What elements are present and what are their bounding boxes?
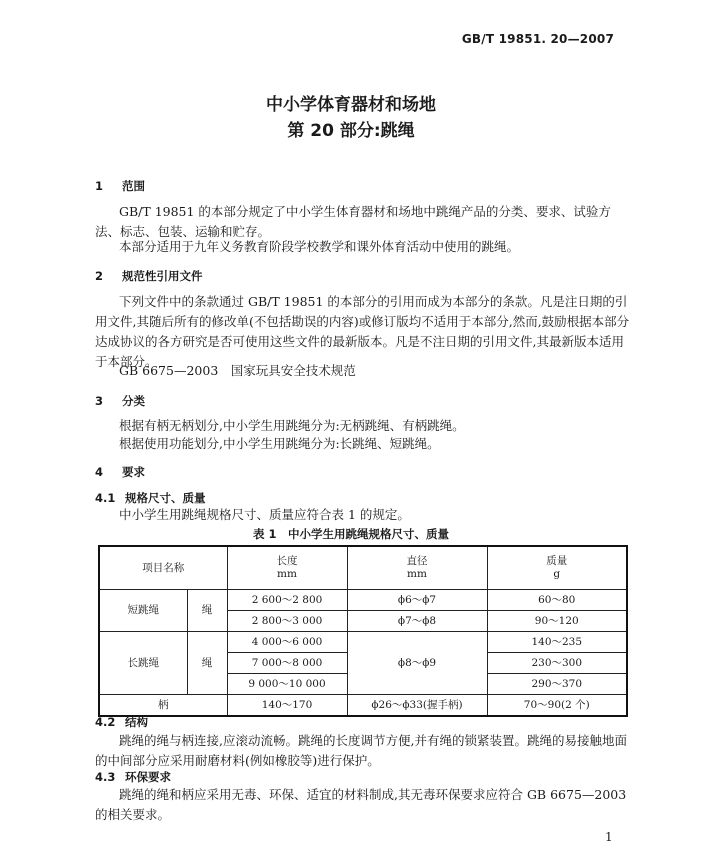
section-4-heading bbox=[95, 464, 145, 480]
section-title: 规范性引用文件 bbox=[122, 269, 203, 283]
header-length-unit: mm bbox=[277, 568, 297, 580]
section-4-3-paragraph: 跳绳的绳和柄应采用无毒、环保、适宜的材料制成,其无毒环保要求应符合 GB 6675—2003 的相关要求。 bbox=[95, 787, 627, 822]
section-number: 4.2 bbox=[95, 715, 116, 729]
section-3-heading bbox=[95, 393, 145, 409]
section-title: 规格尺寸、质量 bbox=[125, 491, 206, 505]
section-1-paragraph-1: GB/T 19851 的本部分规定了中小学生体育器材和场地中跳绳产品的分类、要求、试验方法、标志、包装、运输和贮存。 bbox=[95, 204, 611, 239]
short-rope-part: 绳 bbox=[187, 590, 227, 632]
section-number: 4 bbox=[95, 465, 104, 479]
cell-length: 2 800～3 000 bbox=[227, 611, 347, 632]
section-number: 4.3 bbox=[95, 770, 116, 784]
cell-length: 140～170 bbox=[227, 695, 347, 717]
section-title: 范围 bbox=[122, 179, 145, 193]
cell-mass: 290～370 bbox=[487, 674, 627, 695]
section-number: 1 bbox=[95, 179, 104, 193]
page-number: 1 bbox=[605, 830, 613, 844]
table-row bbox=[99, 590, 627, 611]
cell-length: 4 000～6 000 bbox=[227, 632, 347, 653]
section-4-3-heading bbox=[95, 769, 171, 785]
section-2-paragraph-1: 下列文件中的条款通过 GB/T 19851 的本部分的引用而成为本部分的条款。凡是注日期的引用文件,其随后所有的修改单(不包括勘误的内容)或修订版均不适用于本部分,然而,鼓励根据本部分达成协议的各方研究是否可使用这些文件的最新版本。凡是不注日期的引用文件,其最新版本适用于本部分。 bbox=[95, 294, 630, 369]
section-3-paragraph-1: 根据有柄无柄划分,中小学生用跳绳分为:无柄跳绳、有柄跳绳。 bbox=[119, 418, 465, 433]
cell-diameter: ϕ7～ϕ8 bbox=[347, 611, 487, 632]
section-2-heading bbox=[95, 268, 203, 284]
section-title: 要求 bbox=[122, 465, 145, 479]
table-caption: 表 1 中小学生用跳绳规格尺寸、质量 bbox=[252, 527, 449, 541]
long-rope-part: 绳 bbox=[187, 632, 227, 695]
header-mass-label: 质量 bbox=[546, 555, 568, 567]
table-row bbox=[99, 632, 627, 653]
section-number: 3 bbox=[95, 394, 104, 408]
cell-mass: 70～90(2 个) bbox=[487, 695, 627, 717]
header-diameter bbox=[347, 546, 487, 590]
long-rope-diameter: ϕ8～ϕ9 bbox=[347, 632, 487, 695]
handle-label: 柄 bbox=[99, 695, 227, 717]
header-mass bbox=[487, 546, 627, 590]
cell-mass: 230～300 bbox=[487, 653, 627, 674]
table-header-row bbox=[99, 546, 627, 590]
section-4-1-paragraph: 中小学生用跳绳规格尺寸、质量应符合表 1 的规定。 bbox=[119, 507, 410, 522]
section-4-1-heading bbox=[95, 490, 206, 506]
cell-mass: 140～235 bbox=[487, 632, 627, 653]
cell-diameter: ϕ26～ϕ33(握手柄) bbox=[347, 695, 487, 717]
table-row-handle bbox=[99, 695, 627, 717]
section-title: 分类 bbox=[122, 394, 145, 408]
document-subtitle: 第 20 部分:跳绳 bbox=[287, 121, 415, 141]
header-diameter-label: 直径 bbox=[406, 555, 428, 567]
spec-table bbox=[98, 545, 628, 717]
section-4-2-paragraph: 跳绳的绳与柄连接,应滚动流畅。跳绳的长度调节方便,并有绳的锁紧装置。跳绳的易接触地面的中间部分应采用耐磨材料(例如橡胶等)进行保护。 bbox=[95, 733, 627, 768]
long-rope-label: 长跳绳 bbox=[99, 632, 187, 695]
section-1-paragraph-2: 本部分适用于九年义务教育阶段学校教学和课外体育活动中使用的跳绳。 bbox=[119, 239, 520, 254]
cell-length: 2 600～2 800 bbox=[227, 590, 347, 611]
header-diameter-unit: mm bbox=[407, 568, 427, 580]
section-3-paragraph-2: 根据使用功能划分,中小学生用跳绳分为:长跳绳、短跳绳。 bbox=[119, 436, 440, 451]
cell-length: 7 000～8 000 bbox=[227, 653, 347, 674]
header-length-label: 长度 bbox=[276, 555, 298, 567]
header-mass-unit: g bbox=[553, 568, 561, 580]
cell-mass: 60～80 bbox=[487, 590, 627, 611]
section-number: 2 bbox=[95, 269, 104, 283]
section-1-heading bbox=[95, 178, 145, 194]
section-4-2-heading bbox=[95, 714, 148, 730]
header-length bbox=[227, 546, 347, 590]
header-item-name: 项目名称 bbox=[99, 546, 227, 590]
cell-diameter: ϕ6～ϕ7 bbox=[347, 590, 487, 611]
section-2-reference: GB 6675—2003 国家玩具安全技术规范 bbox=[119, 363, 356, 378]
short-rope-label: 短跳绳 bbox=[99, 590, 187, 632]
cell-mass: 90～120 bbox=[487, 611, 627, 632]
section-title: 环保要求 bbox=[125, 770, 171, 784]
section-number: 4.1 bbox=[95, 491, 116, 505]
cell-length: 9 000～10 000 bbox=[227, 674, 347, 695]
document-title: 中小学体育器材和场地 bbox=[266, 95, 436, 115]
section-title: 结构 bbox=[125, 715, 148, 729]
document-code: GB/T 19851. 20—2007 bbox=[461, 32, 614, 46]
